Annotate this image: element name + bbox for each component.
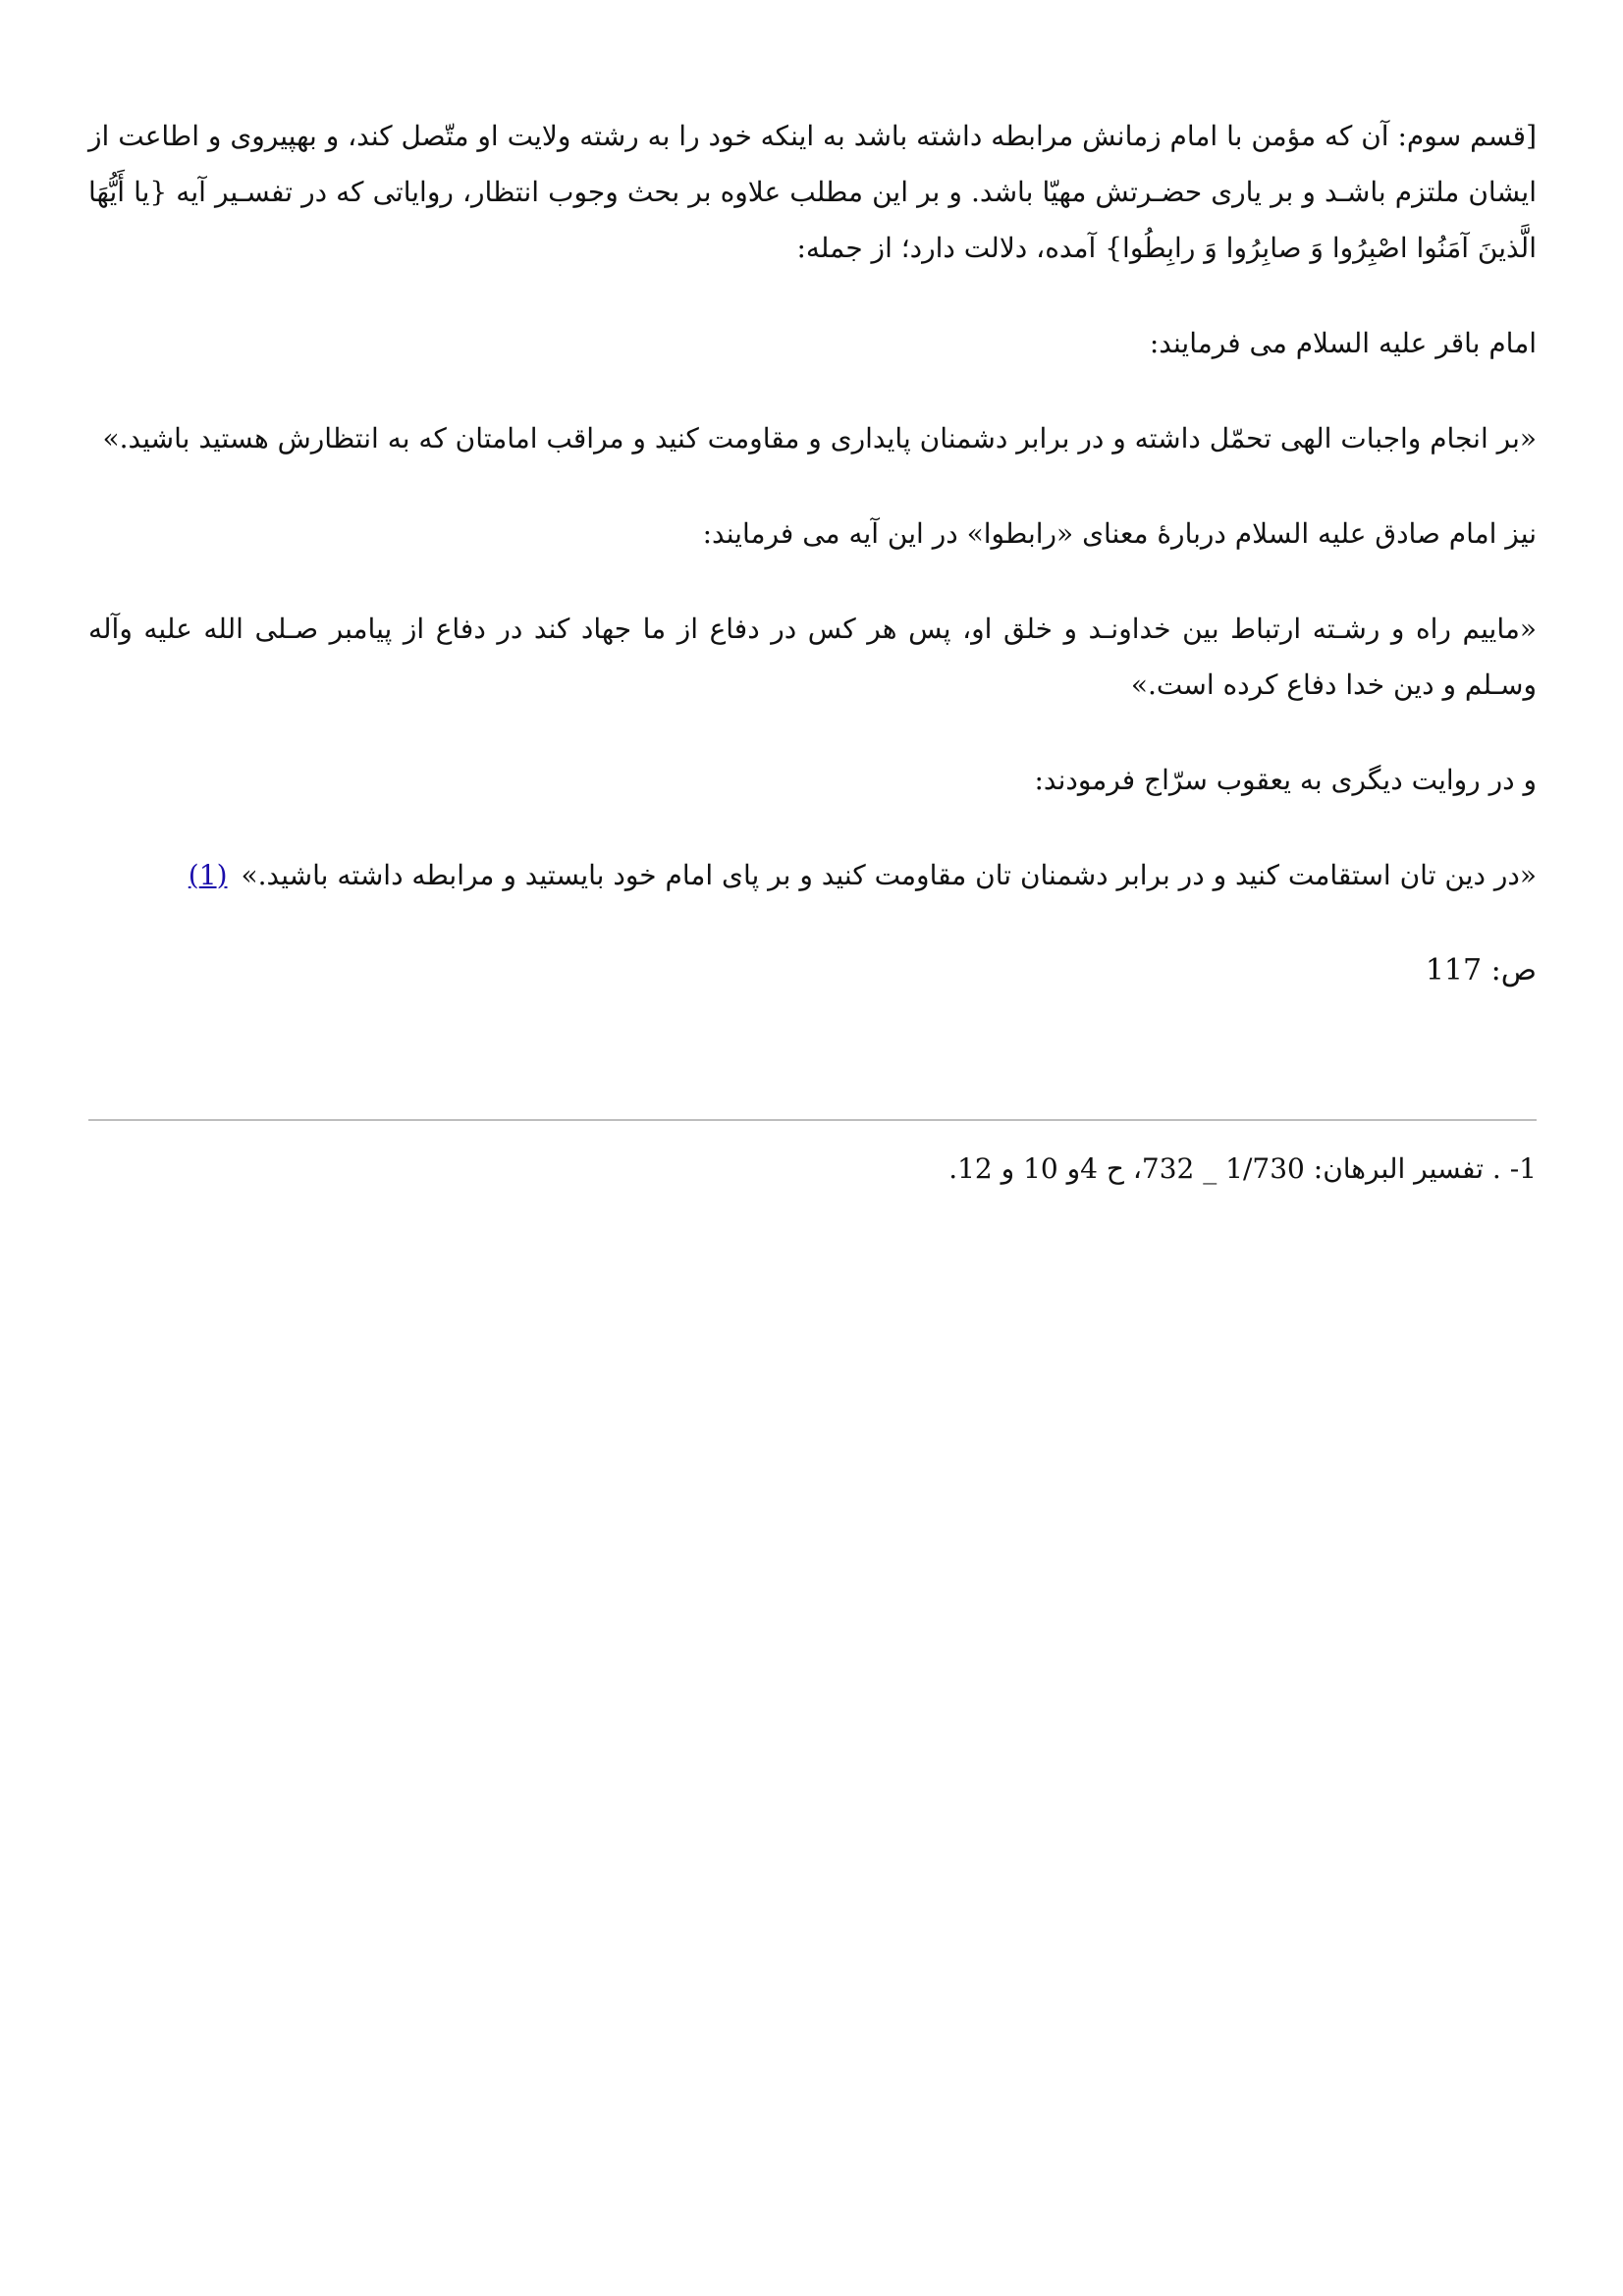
footnotes xyxy=(88,1141,1537,1197)
footnote-divider xyxy=(88,1119,1537,1121)
footnote-link[interactable]: (1) xyxy=(188,859,228,891)
footnote-item: 1- . تفسیر البرهان: 1/730 _ 732، ح 4و 10 و 12. xyxy=(948,1152,1537,1185)
paragraph-imam-sadiq-intro: نیز امام صادق علیه السلام دربارۀ معنای «رابطوا» در این آیه می فرمایند: xyxy=(702,517,1537,550)
quote-text: «در دین تان استقامت کنید و در برابر دشمنان تان مقاومت کنید و بر پای امام خود بایستید و مرابطه داشته باشید.» xyxy=(241,859,1537,891)
page-number: ص: 117 xyxy=(1425,953,1537,988)
document-body xyxy=(88,108,1537,998)
paragraph-imam-baqir-intro: امام باقر علیه السلام می فرمایند: xyxy=(1149,327,1537,359)
paragraph-imam-baqir-quote: «بر انجام واجبات الهی تحمّل داشته و در برابر دشمنان پایداری و مقاومت کنید و مراقب امامتان که به انتظارش هستید باشید.» xyxy=(102,422,1537,454)
paragraph-intro: [قسم سوم: آن که مؤمن با امام زمانش مرابطه داشته باشد به اینکه خود را به رشته ولایت او متّصل کند، و بهپیروی و اطاعت از ایشان ملتزم باشـد و بر یاری حضـرتش مهیّا باشد. و بر این مطلب علاوه بر بحث وجوب انتظار، روایاتی که در تفسـیر آیه {یا أَیُّهَا الَّذینَ آمَنُوا اصْبِرُوا وَ صابِرُوا وَ رابِطُوا} آمده، دلالت دارد؛ از جمله: xyxy=(88,120,1537,264)
paragraph-yaqub-quote xyxy=(88,847,1537,903)
paragraph-imam-sadiq-quote: «ماییم راه و رشـته ارتباط بین خداونـد و خلق او، پس هر کس در دفاع از ما جهاد کند در دفاع از پیامبر صـلی الله علیه وآله وسـلم و دین خدا دفاع کرده است.» xyxy=(88,613,1537,701)
paragraph-yaqub-intro: و در روایت دیگری به یعقوب سرّاج فرمودند: xyxy=(1034,764,1537,796)
